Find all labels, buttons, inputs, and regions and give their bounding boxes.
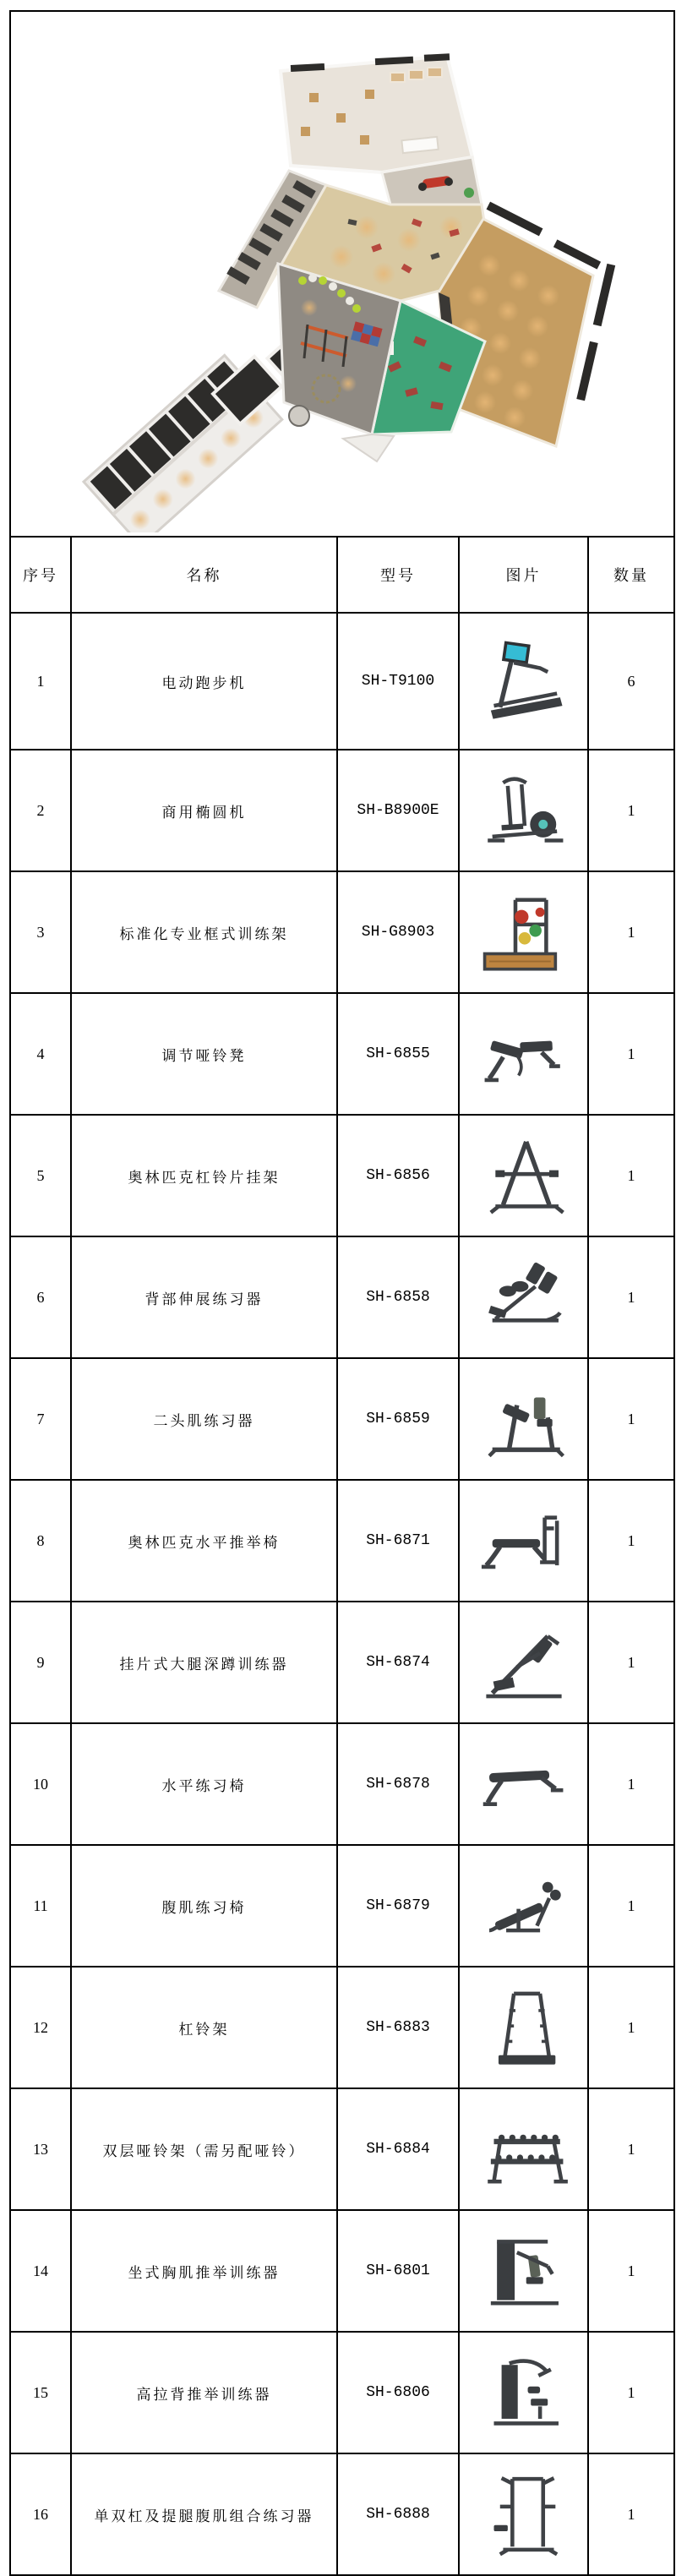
item-picture-cell [459, 1602, 588, 1723]
item-picture-cell [459, 1967, 588, 2088]
item-number-cell: 16 [10, 2453, 71, 2575]
item-picture-cell [459, 993, 588, 1115]
item-name-cell: 二头肌练习器 [71, 1358, 337, 1480]
item-quantity-cell: 1 [588, 2332, 674, 2453]
item-model-cell: SH-6878 [337, 1723, 459, 1845]
item-name-cell: 电动跑步机 [71, 613, 337, 750]
item-number-cell: 9 [10, 1602, 71, 1723]
item-name-cell: 奥林匹克杠铃片挂架 [71, 1115, 337, 1236]
adjustable-bench-image [460, 994, 587, 1114]
clock-shape [289, 406, 309, 426]
item-picture-cell [459, 1236, 588, 1358]
item-number-cell: 8 [10, 1480, 71, 1602]
item-picture-cell [459, 1115, 588, 1236]
plate-tree-image [460, 1116, 587, 1236]
item-quantity-cell: 1 [588, 1845, 674, 1967]
item-model-cell: SH-6855 [337, 993, 459, 1115]
item-model-cell: SH-6801 [337, 2210, 459, 2332]
floor-plan-cell [10, 11, 674, 537]
item-quantity-cell: 6 [588, 613, 674, 750]
item-quantity-cell: 1 [588, 1602, 674, 1723]
plant-shape [464, 188, 474, 198]
table-row [10, 2332, 674, 2453]
header-model: 型号 [337, 537, 459, 613]
item-picture-cell [459, 1845, 588, 1967]
item-name-cell: 腹肌练习椅 [71, 1845, 337, 1967]
header-no: 序号 [10, 537, 71, 613]
item-picture-cell [459, 750, 588, 871]
item-number-cell: 11 [10, 1845, 71, 1967]
table-row [10, 1115, 674, 1236]
table-row [10, 2088, 674, 2210]
table-row [10, 1967, 674, 2088]
table-row [10, 993, 674, 1115]
back-extension-image [460, 1237, 587, 1357]
item-picture-cell [459, 2088, 588, 2210]
table-row [10, 1358, 674, 1480]
item-model-cell: SH-B8900E [337, 750, 459, 871]
item-number-cell: 7 [10, 1358, 71, 1480]
table-row [10, 613, 674, 750]
item-picture-cell [459, 1480, 588, 1602]
header-pic: 图片 [459, 537, 588, 613]
item-name-cell: 奥林匹克水平推举椅 [71, 1480, 337, 1602]
item-model-cell: SH-6859 [337, 1358, 459, 1480]
item-model-cell: SH-T9100 [337, 613, 459, 750]
equipment-table [9, 10, 675, 2576]
item-name-cell: 水平练习椅 [71, 1723, 337, 1845]
item-model-cell: SH-G8903 [337, 871, 459, 993]
table-row [10, 1723, 674, 1845]
entrance [343, 434, 394, 461]
table-row [10, 1602, 674, 1723]
item-model-cell: SH-6806 [337, 2332, 459, 2453]
item-number-cell: 4 [10, 993, 71, 1115]
chest-press-image [460, 2211, 587, 2331]
item-name-cell: 调节哑铃凳 [71, 993, 337, 1115]
item-picture-cell [459, 1723, 588, 1845]
flat-bench-image [460, 1724, 587, 1844]
item-number-cell: 3 [10, 871, 71, 993]
floor-plan-wrapper [11, 12, 673, 536]
item-number-cell: 15 [10, 2332, 71, 2453]
item-quantity-cell: 1 [588, 1236, 674, 1358]
table-row [10, 1480, 674, 1602]
item-name-cell: 高拉背推举训练器 [71, 2332, 337, 2453]
item-model-cell: SH-6858 [337, 1236, 459, 1358]
dumbbell-rack-image [460, 2089, 587, 2209]
item-name-cell: 杠铃架 [71, 1967, 337, 2088]
power-tower-image [460, 2454, 587, 2574]
item-name-cell: 坐式胸肌推举训练器 [71, 2210, 337, 2332]
item-model-cell: SH-6879 [337, 1845, 459, 1967]
table-header-row [10, 537, 674, 613]
table-row [10, 2453, 674, 2575]
table-row [10, 871, 674, 993]
item-name-cell: 标准化专业框式训练架 [71, 871, 337, 993]
item-quantity-cell: 1 [588, 1480, 674, 1602]
header-name: 名称 [71, 537, 337, 613]
item-number-cell: 1 [10, 613, 71, 750]
item-model-cell: SH-6856 [337, 1115, 459, 1236]
header-qty: 数量 [588, 537, 674, 613]
item-quantity-cell: 1 [588, 2453, 674, 2575]
floor-plan-row [10, 11, 674, 537]
item-number-cell: 5 [10, 1115, 71, 1236]
item-name-cell: 挂片式大腿深蹲训练器 [71, 1602, 337, 1723]
item-number-cell: 2 [10, 750, 71, 871]
item-name-cell: 双层哑铃架（需另配哑铃） [71, 2088, 337, 2210]
table-row [10, 750, 674, 871]
item-name-cell: 商用椭圆机 [71, 750, 337, 871]
preacher-curl-image [460, 1359, 587, 1479]
table-row [10, 2210, 674, 2332]
item-picture-cell [459, 2210, 588, 2332]
item-quantity-cell: 1 [588, 1723, 674, 1845]
gym-3d-floor-plan-image [12, 12, 673, 532]
power-rack-image [460, 872, 587, 992]
item-number-cell: 6 [10, 1236, 71, 1358]
item-picture-cell [459, 613, 588, 750]
lounge-area [281, 53, 472, 172]
item-number-cell: 13 [10, 2088, 71, 2210]
item-number-cell: 12 [10, 1967, 71, 2088]
item-quantity-cell: 1 [588, 750, 674, 871]
lat-pulldown-image [460, 2333, 587, 2453]
item-quantity-cell: 1 [588, 993, 674, 1115]
table-row [10, 1845, 674, 1967]
item-quantity-cell: 1 [588, 2210, 674, 2332]
item-name-cell: 单双杠及提腿腹肌组合练习器 [71, 2453, 337, 2575]
item-model-cell: SH-6871 [337, 1480, 459, 1602]
item-quantity-cell: 1 [588, 1115, 674, 1236]
treadmill-image [460, 614, 587, 749]
item-picture-cell [459, 2453, 588, 2575]
item-quantity-cell: 1 [588, 871, 674, 993]
item-quantity-cell: 1 [588, 2088, 674, 2210]
item-model-cell: SH-6888 [337, 2453, 459, 2575]
item-model-cell: SH-6883 [337, 1967, 459, 2088]
item-name-cell: 背部伸展练习器 [71, 1236, 337, 1358]
item-picture-cell [459, 2332, 588, 2453]
elliptical-image [460, 750, 587, 870]
item-number-cell: 10 [10, 1723, 71, 1845]
item-picture-cell [459, 1358, 588, 1480]
item-picture-cell [459, 871, 588, 993]
ab-bench-image [460, 1846, 587, 1966]
item-number-cell: 14 [10, 2210, 71, 2332]
barbell-rack-image [460, 1967, 587, 2088]
item-model-cell: SH-6884 [337, 2088, 459, 2210]
bench-press-image [460, 1481, 587, 1601]
hack-squat-image [460, 1602, 587, 1722]
item-quantity-cell: 1 [588, 1967, 674, 2088]
item-model-cell: SH-6874 [337, 1602, 459, 1723]
item-quantity-cell: 1 [588, 1358, 674, 1480]
table-row [10, 1236, 674, 1358]
